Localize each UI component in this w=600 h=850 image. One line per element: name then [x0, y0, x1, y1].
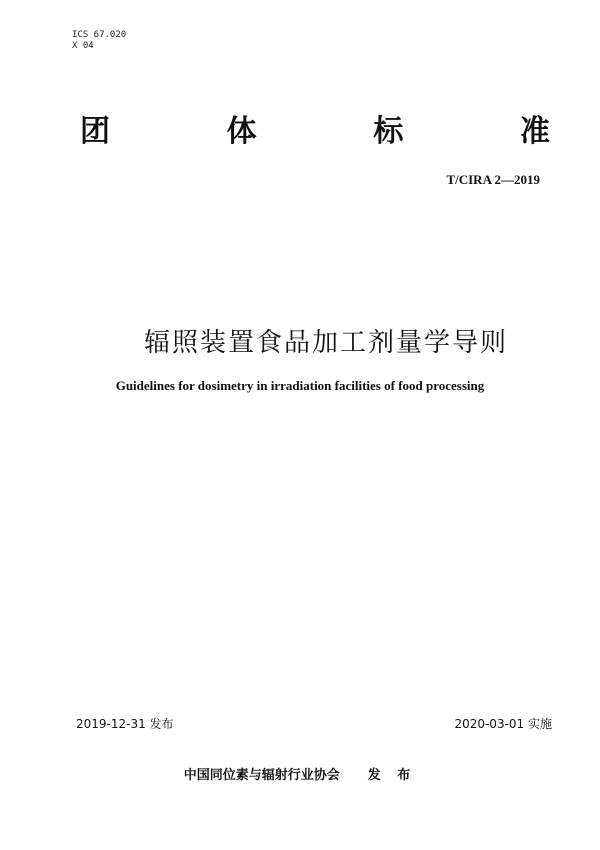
doc-type-char-2: 体 — [226, 114, 257, 149]
doc-type-char-1: 团 — [80, 114, 110, 149]
release-date: 2019-12-31 发布 — [76, 717, 174, 731]
standard-number: T/CIRA 2—2019 — [446, 172, 540, 187]
publisher-action: 发 布 — [367, 768, 417, 783]
ccs-code: X 04 — [72, 41, 94, 51]
publisher-name: 中国同位素与辐射行业协会 — [183, 768, 340, 783]
doc-type-char-4: 准 — [519, 114, 550, 149]
effective-date: 2020-03-01 实施 — [454, 717, 552, 731]
classification-codes — [72, 30, 126, 52]
publisher-line — [0, 764, 600, 783]
title-english: Guidelines for dosimetry in irradiation facilities of food processing — [115, 378, 485, 393]
ics-code: ICS 67.020 — [72, 30, 127, 40]
title-chinese: 辐照装置食品加工剂量学导则 — [143, 328, 508, 358]
document-type-heading — [80, 112, 550, 152]
doc-type-char-3: 标 — [373, 114, 404, 149]
